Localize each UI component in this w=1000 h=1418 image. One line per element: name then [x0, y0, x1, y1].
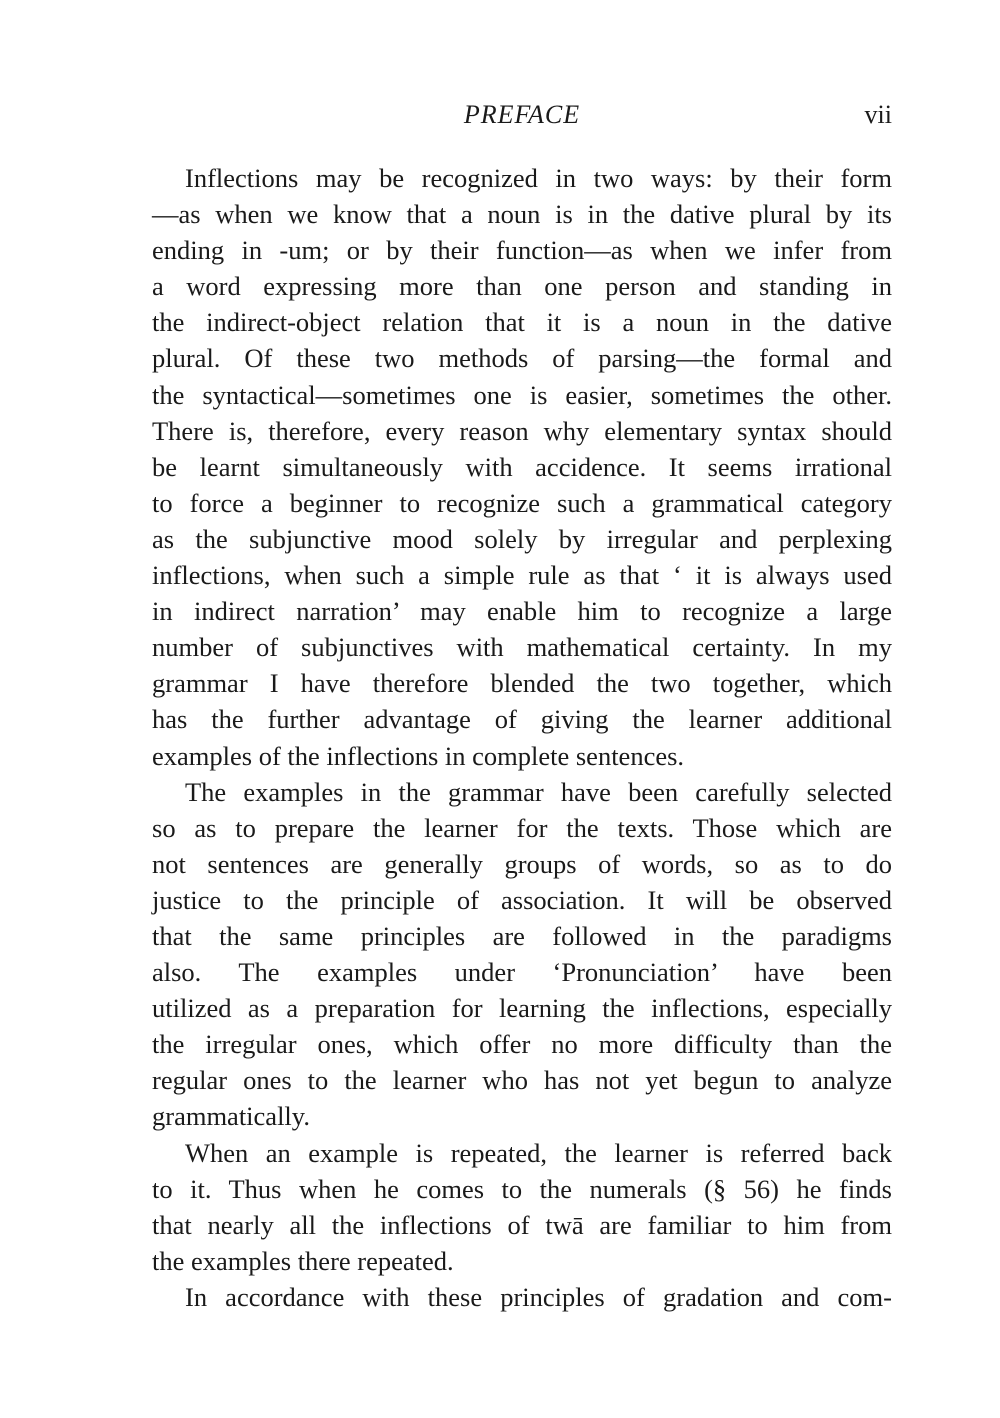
text-line: so as to prepare the learner for the texts. Those which are — [152, 812, 892, 843]
text-line: number of subjunctives with mathematical certainty. In my — [152, 632, 892, 663]
text-line: —as when we know that a noun is in the dative plural by its — [152, 199, 892, 230]
text-line: regular ones to the learner who has not yet begun to analyze — [152, 1065, 892, 1096]
text-line: plural. Of these two methods of parsing—the formal and — [152, 343, 892, 374]
text-line: grammar I have therefore blended the two together, which — [152, 668, 892, 699]
text-line: that nearly all the inflections of twā are familiar to him from — [152, 1209, 892, 1240]
text-line: also. The examples under ‘Pronunciation’ have been — [152, 957, 892, 988]
page-number: vii — [864, 100, 892, 129]
paragraph-1 — [152, 160, 892, 774]
text-line: The examples in the grammar have been carefully selected — [185, 776, 892, 807]
text-line: not sentences are generally groups of words, so as to do — [152, 848, 892, 879]
text-line: to it. Thus when he comes to the numerals (§ 56) he finds — [152, 1173, 892, 1204]
text-line: examples of the inflections in complete sentences. — [152, 740, 685, 771]
paragraph-2 — [152, 774, 892, 1135]
running-head — [152, 100, 892, 136]
text-line: the syntactical—sometimes one is easier, sometimes the other. — [152, 379, 892, 410]
text-line: that the same principles are followed in the paradigms — [152, 920, 892, 951]
text-line: In accordance with these principles of gradation and com- — [185, 1281, 892, 1312]
text-line: There is, therefore, every reason why elementary syntax should — [152, 415, 892, 446]
text-line: in indirect narration’ may enable him to recognize a large — [152, 596, 892, 627]
paragraph-4 — [152, 1279, 892, 1315]
text-line: inflections, when such a simple rule as that ‘ it is always used — [152, 560, 892, 591]
text-line: the indirect-object relation that it is a noun in the dative — [152, 307, 892, 338]
text-line: be learnt simultaneously with accidence. It seems irrational — [152, 451, 892, 482]
text-line: ending in -um; or by their function—as when we infer from — [152, 235, 892, 266]
body-text — [152, 160, 892, 1315]
running-title: PREFACE — [463, 100, 581, 129]
text-line: When an example is repeated, the learner is referred back — [185, 1137, 892, 1168]
paragraph-3 — [152, 1135, 892, 1279]
text-line: utilized as a preparation for learning the inflections, especially — [152, 993, 892, 1024]
text-line: grammatically. — [152, 1101, 310, 1132]
text-line: Inflections may be recognized in two ways: by their form — [185, 163, 892, 193]
text-line: the examples there repeated. — [152, 1245, 454, 1276]
text-line: to force a beginner to recognize such a grammatical category — [152, 487, 892, 518]
text-line: the irregular ones, which offer no more difficulty than the — [152, 1029, 892, 1060]
text-line: a word expressing more than one person and standing in — [152, 271, 892, 302]
text-line: as the subjunctive mood solely by irregular and perplexing — [152, 523, 892, 554]
text-line: has the further advantage of giving the learner additional — [152, 704, 892, 735]
text-line: justice to the principle of association. It will be observed — [152, 884, 892, 915]
